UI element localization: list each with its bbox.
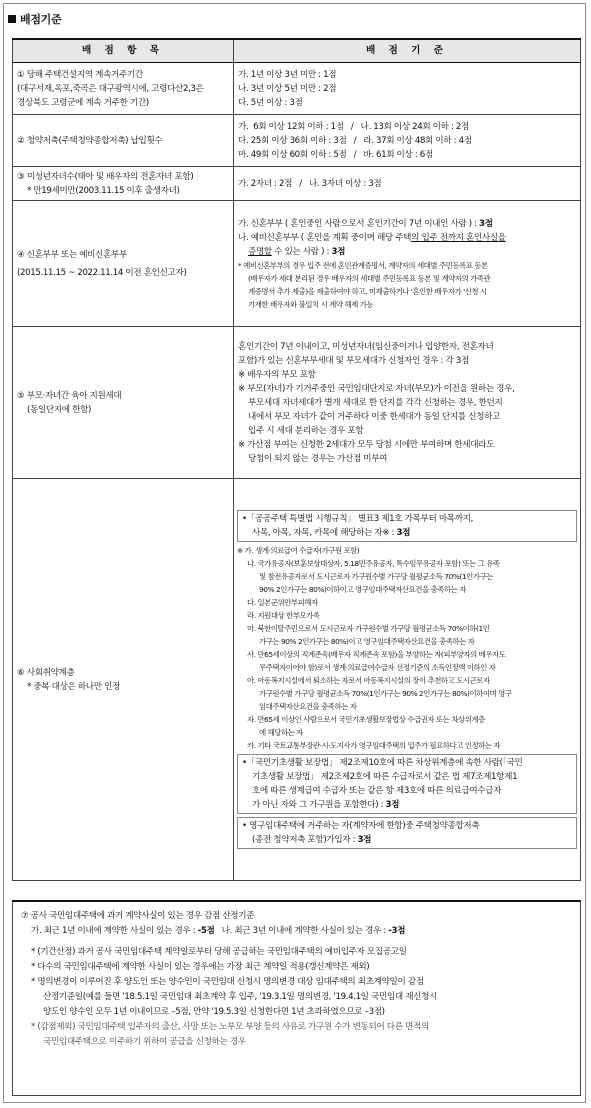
row4-crit-a-score: 3점 (479, 218, 493, 229)
row4-criteria (234, 201, 581, 327)
row6-list-line: 가구는 90% 2인가구는 80%)이고 영구임대주택자산요건을 충족하는 자 (259, 637, 475, 646)
row6-list-line: 마. 북한이탈주민으로서 도시근로자 가구원수별 가구당 월평균소득 70%이하(1인 (247, 624, 490, 633)
header-item: 배 점 항 목 (13, 39, 234, 63)
row6-list-line: 및 참전유공자로서 도시근로자 가구원수별 가구당 월평균소득 70%(1인가구는 (259, 572, 493, 581)
row6-list-line: 90% 2인가구는 80%)이하이고 영구임대주택자산요건을 충족하는 자 (259, 585, 466, 594)
row1-crit-line: 나. 3년 이상 5년 미만 : 2점 (238, 83, 337, 94)
row6-list-line: 에 해당하는 자 (259, 728, 303, 737)
row4-crit-a (238, 217, 576, 231)
deduction-scores (21, 924, 574, 939)
table-row (13, 327, 581, 479)
row6-box1-line: •「공공주택 특별법 시행규칙」 별표3 제1호 가목부터 마목까지, (242, 514, 474, 524)
row6-item-note: * 중복 대상은 하나만 인정 (27, 681, 120, 692)
row1-item (13, 63, 234, 115)
row6-list-line: 나. 국가유공자(보훈보상대상자, 5.18민주유공자, 특수임무유공자 포함) 또는 그 유족 (247, 559, 500, 568)
deduction-note: * (감점제외) 국민임대주택 입주자의 출산, 사망 또는 노부모 부양 등의 사유로 가구원 수가 변동되어 다른 면적의 (31, 1022, 429, 1032)
row2-crit-line: 마. 49회 이상 60회 이하 : 5점 / 바. 61회 이상 : 6점 (238, 149, 433, 160)
row6-list-line: ※ 가. 생계·의료급여 수급자(가구원 포함) (237, 546, 360, 555)
row4-note-line: (배우자가 세대 분리된 경우 배우자의 세대별 주민등록표 등본 및 계약자의 가족관 (248, 273, 491, 283)
row6-box3 (237, 817, 577, 849)
row6-box3-text: (종전 청약저축 포함)가입자 : (252, 835, 358, 845)
row6-box1 (237, 510, 577, 542)
row6-list-line: 자. 만65세 이상인 사람으로서 국민기초생활보장법상 수급권자 또는 차상위계층 (247, 715, 485, 724)
row6-list-line: 아. 아동복지시설에서 퇴소하는 자로서 아동복지시설의 장이 추천하고 도시근로자 (247, 676, 490, 685)
row6-box1-line2 (242, 526, 572, 540)
row6-box1-text: 사목, 아목, 자목, 카목에 해당하는 자※ : (252, 528, 397, 538)
row1-item-line: (대구서재,옥포,죽곡은 대구광역시에, 고령다산2,3은 (17, 83, 204, 94)
deduction-line-a: 가. 최근 1년 이내에 계약한 사실이 있는 경우 : (31, 926, 198, 936)
row4-item-line: ④ 신혼부부 또는 예비신혼부부 (17, 249, 127, 260)
row4-note-line: 기재한 배우자와 불일치 시 계약 해제 가능 (248, 299, 374, 309)
row5-crit-line: ※ 배우자의 부모 포함 (238, 369, 316, 380)
row6-box2-line: •「국민기초생활 보장법」 제2조제10호에 따른 차상위계층에 속한 사람(「국민 (242, 758, 523, 768)
row6-list-line: 임대주택자산요건을 충족하는 자 (259, 702, 357, 711)
row4-note-line: 계증명서 추가 제출)을 제출하여야 하고, 미제출하거나 '혼인한 배우자가 '신청 시 (248, 286, 487, 296)
row5-item-line: (동일단지에 한함) (27, 404, 92, 415)
row3-item-note: * 만19세미만(2003.11.15 이후 출생자녀) (27, 185, 180, 196)
row6-box3-line2 (242, 833, 572, 847)
row5-crit-line: 입주 시 세대 분리하는 경우 포함 (248, 425, 364, 436)
row6-list-line: 무주택자이어야 함)로서 생계·의료급여수급자 선정기준의 소득인정액 이하인 자 (259, 663, 496, 672)
table-header (13, 39, 581, 63)
deduction-note: * 명의변경이 이루어진 후 양도인 또는 양수인이 국민임대 신청시 명의변경 대상 임대주택의 최초계약일이 감점 (31, 977, 424, 987)
deduction-line-b: 나. 최근 3년 이내에 계약한 사실이 있는 경우 : (214, 926, 389, 936)
square-bullet-icon (8, 15, 16, 23)
row6-criteria (234, 479, 581, 881)
row6-list-line: 카. 기타 국토교통부장관·시·도지사가 영구임대주택의 입주가 필요하다고 인정하는 자 (247, 741, 501, 750)
row4-item (13, 201, 234, 327)
table-row (13, 201, 581, 327)
table-row (13, 63, 581, 115)
row6-box2 (237, 754, 577, 814)
row4-crit-b2-underline: 증명할 (248, 246, 272, 257)
row6-list-line: 사. 만65세이상의 직계존속(배우자 직계존속 포함)을 부양하는 자(피부양자의 배우자도 (247, 650, 506, 659)
row2-crit-line: 다. 25회 이상 36회 이하 : 3점 / 라. 37회 이상 48회 이하 : 4점 (238, 135, 472, 146)
row5-crit-line: 포함)가 있는 신혼부부세대 및 부모세대가 신청자인 경우 : 각 3점 (238, 355, 469, 366)
deduction-note: * 다수의 국민임대주택에 계약한 사실이 있는 경우에는 가장 최근 계약일 적용(갱신계약은 제외) (31, 962, 370, 972)
row6-list (237, 544, 577, 752)
row5-crit-line: 내에서 부모 자녀가 같이 거주하다 이중 한세대가 동일 단지를 신청하고 (248, 411, 501, 422)
deduction-section (12, 900, 581, 1096)
row4-crit-b-text: 나. 예비신혼부부 ( 혼인을 계획 중이며 해당 주택 (238, 232, 412, 243)
row6-box3-line: • 영구임대주택에 거주하는 자(계약자에 한함)중 주택청약종합저축 (242, 821, 480, 831)
deduction-score-a: -5점 (197, 926, 215, 936)
row2-item (13, 115, 234, 167)
row1-crit-line: 가. 1년 이상 3년 미만 : 1점 (238, 69, 337, 80)
section-title (8, 11, 61, 27)
table-row (13, 115, 581, 167)
row6-box2-line: 호에 따른 생계급여 수급자 또는 같은 항 제3호에 따른 의료급여수급자 (252, 786, 502, 796)
row6-list-line: 다. 일본군위안부피해자 (247, 598, 318, 607)
row1-item-line: 경상북도 고령군에 계속 거주한 기간) (17, 97, 149, 108)
row4-crit-b-score: 3점 (331, 246, 346, 257)
deduction-note: * (기간산정) 과거 공사 국민임대주택 계약일로부터 당해 공급하는 국민임대주택의 예비입주자 모집공고일 (31, 947, 407, 957)
row5-crit-line: 당첨이 되지 않는 경우는 가산점 미부여 (248, 453, 388, 464)
row6-item-line: ⑥ 사회취약계층 (17, 667, 75, 678)
row6-box2-line: 기초생활 보장법」 제2조제2호에 따른 수급자로서 같은 법 제7조제1항제1 (252, 772, 518, 782)
row6-box1-score: 3점 (396, 528, 411, 538)
row4-note-line: * 예비신혼부부의 경우 입주 전에 혼인관계증명서, 계약자의 세대별 주민등록표 등본 (238, 260, 488, 270)
deduction-score-b: -3점 (388, 926, 406, 936)
deduction-note: 국민임대주택으로 이주하기 위하여 공급을 신청하는 경우 (43, 1037, 246, 1047)
header-criteria: 배 점 기 준 (234, 39, 581, 63)
row6-box3-score: 3점 (357, 835, 372, 845)
row4-item-line: (2015.11.15 ~ 2022.11.14 이전 혼인신고자) (17, 267, 187, 278)
row6-item (13, 479, 234, 881)
row5-crit-line: 부모세대 자녀세대가 별개 세대로 한 단지를 각각 신청하는 경우, 한던지 (248, 397, 503, 408)
row5-crit-line: ※ 가산점 부여는 신청한 2세대가 모두 당첨 시에만 부여하며 한세대라도 (238, 439, 495, 450)
row1-item-line: ① 당해 주택건설지역 계속거주기간 (17, 69, 143, 80)
row3-crit-line: 가. 2자녀 : 2점 / 나. 3자녀 이상 : 3점 (238, 178, 382, 189)
row4-crit-b2-text: 수 있는 사람 ) : (271, 246, 332, 257)
row5-criteria (234, 327, 581, 479)
row4-crit-b2 (238, 245, 576, 259)
row3-item-line: ③ 미성년자녀수(태아 및 배우자의 전혼자녀 포함) (17, 171, 194, 182)
table-row (13, 479, 581, 881)
row6-list-line: 가구원수별 가구당 월평균소득 70%(1인가구는 90% 2인가구는 80%)이하이며 영구 (259, 689, 512, 698)
scoring-table (12, 38, 581, 881)
deduction-note: 양도인 양수인 모두 1년 이내이므로 –5점, 만약 '19.5.3일 신청한다면 1년 초과하였으므로 –3점) (43, 1007, 385, 1017)
row2-criteria (234, 115, 581, 167)
row4-crit-b-underline: 의 입주 전까지 혼인사실을 (411, 232, 506, 243)
row1-criteria (234, 63, 581, 115)
row6-list-line: 라. 지원대상 한부모가족 (247, 611, 320, 620)
row5-item (13, 327, 234, 479)
row3-item (13, 167, 234, 201)
row4-crit-a-text: 가. 신혼부부 ( 혼인중인 사람으로서 혼인기간이 7년 이내인 사람 ) : (238, 218, 480, 229)
deduction-note: 산정기준일(예를 들면 '18.5.1일 국민임대 최초계약 후 입주, '19.3.1일 명의변경, '19.4.1일 국민임대 재신청시 (43, 992, 438, 1002)
row4-note (238, 259, 576, 311)
row5-item-line: ⑤ 부모·자녀간 육아 지원세대 (17, 390, 122, 401)
row2-crit-line: 가. 6회 이상 12회 이하 : 1점 / 나. 13회 이상 24회 이하 : 2점 (238, 121, 469, 132)
row6-box2-score: 3점 (385, 800, 400, 810)
deduction-title: ⑦ 공사 국민임대주택에 과거 계약사실이 있는 경우 감점 산정기준 (21, 911, 255, 921)
row6-box2-text: 가 아닌 자와 그 가구원을 포함한다) : (252, 800, 386, 810)
row2-item-line: ② 청약저축(주택청약종합저축) 납입횟수 (17, 135, 163, 146)
table-row (13, 167, 581, 201)
row3-criteria (234, 167, 581, 201)
row5-crit-line: 혼인기간이 7년 이내이고, 미성년자녀(임신중이거나 입양한자, 전혼자녀 (238, 341, 494, 352)
row4-crit-b (238, 231, 576, 245)
row5-crit-line: ※ 부모(자녀)가 기거주중인 국민임대단지로 자녀(부모)가 이전을 원하는 경우, (238, 383, 515, 394)
row1-crit-line: 다. 5년 이상 : 3점 (238, 97, 303, 108)
row6-box2-line4 (242, 798, 572, 812)
section-title-text: 배점기준 (20, 13, 62, 26)
